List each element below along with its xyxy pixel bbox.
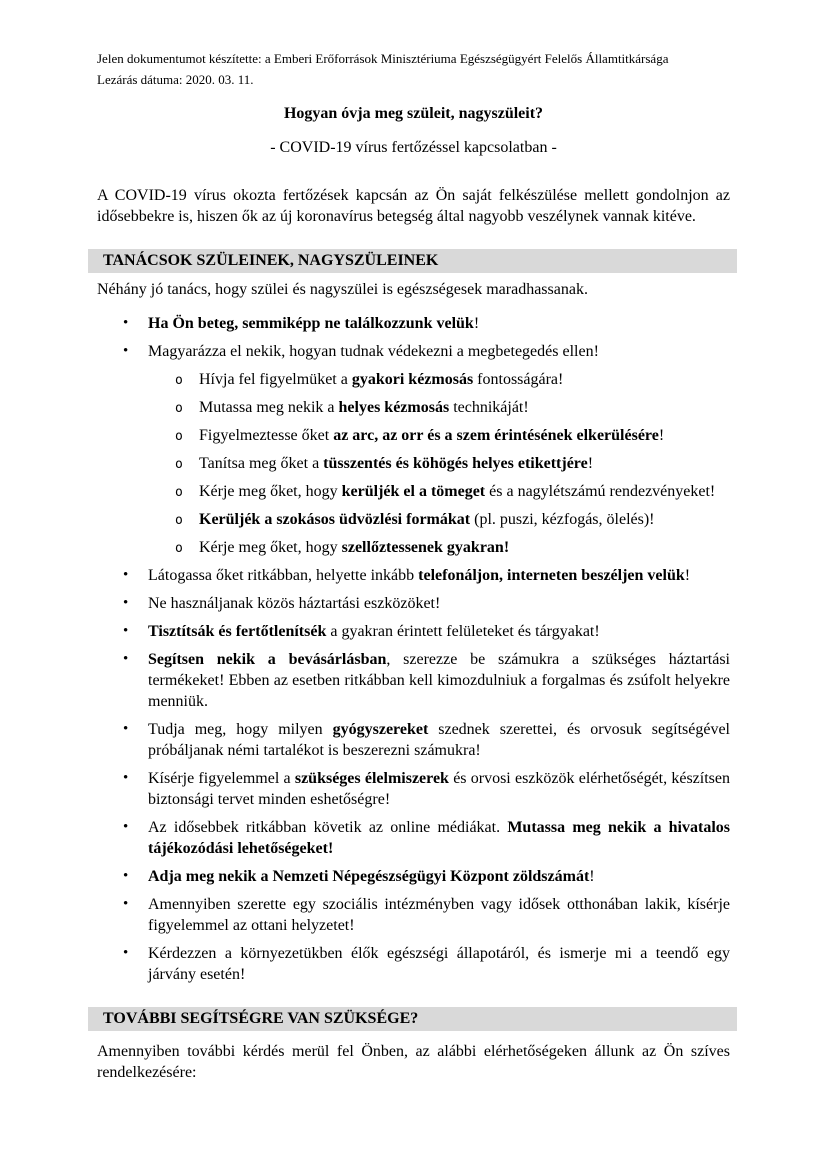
list-item-text: Kérje meg őket, hogy kerüljék el a tömeget és a nagylétszámú rendezvényeket! bbox=[199, 483, 716, 500]
list-item-text: Látogassa őket ritkábban, helyette inkább telefonáljon, interneten beszéljen velük! bbox=[148, 567, 691, 584]
circle-bullet-icon: o bbox=[175, 513, 183, 528]
advice-lead-paragraph: Néhány jó tanács, hogy szülei és nagyszülei is egészségesek maradhassanak. bbox=[97, 281, 588, 298]
section-heading-advice-label: TANÁCSOK SZÜLEINEK, NAGYSZÜLEINEK bbox=[103, 252, 439, 269]
list-item bbox=[97, 481, 730, 502]
list-item-text: Amennyiben szerette egy szociális intézményben vagy idősek otthonában lakik, kísérje figyelemmel az ottani helyzetet! bbox=[148, 896, 730, 934]
list-item bbox=[97, 537, 730, 558]
list-item bbox=[97, 649, 730, 712]
closing-paragraph: Amennyiben további kérdés merül fel Önben, az alábbi elérhetőségeken állunk az Ön szíves rendelkezésére: bbox=[97, 1043, 730, 1081]
list-item bbox=[97, 866, 730, 887]
disc-bullet-icon: • bbox=[123, 770, 129, 786]
list-item-text: Magyarázza el nekik, hogyan tudnak védekezni a megbetegedés ellen! bbox=[148, 343, 599, 360]
list-item bbox=[97, 313, 730, 334]
list-item bbox=[97, 943, 730, 985]
list-item-text: Kísérje figyelemmel a szükséges élelmiszerek és orvosi eszközök elérhetőségét, készítsen biztonsági tervet minden eshetőségre! bbox=[148, 770, 731, 808]
disc-bullet-icon: • bbox=[123, 623, 129, 639]
doc-closing-date: Lezárás dátuma: 2020. 03. 11. bbox=[97, 72, 254, 87]
list-item bbox=[97, 768, 730, 810]
disc-bullet-icon: • bbox=[123, 567, 129, 583]
section-heading-help bbox=[88, 1007, 737, 1031]
section-heading-advice bbox=[88, 249, 737, 273]
list-item bbox=[97, 894, 730, 936]
list-item-text: Ha Ön beteg, semmiképp ne találkozzunk velük! bbox=[148, 315, 480, 332]
list-item-text: Adja meg nekik a Nemzeti Népegészségügyi Központ zöldszámát! bbox=[148, 868, 595, 885]
list-item bbox=[97, 621, 730, 642]
list-item-text: Tisztítsák és fertőtlenítsék a gyakran érintett felületeket és tárgyakat! bbox=[148, 623, 600, 640]
disc-bullet-icon: • bbox=[123, 343, 129, 359]
intro-paragraph: A COVID-19 vírus okozta fertőzések kapcsán az Ön saját felkészülése mellett gondolnjon az idősebbekre is, hiszen ők az új koronavírus betegség által nagyobb veszélynek vannak kitéve. bbox=[97, 187, 730, 225]
list-item-text: Kérdezzen a környezetükben élők egészségi állapotáról, és ismerje mi a teendő egy járvány esetén! bbox=[148, 945, 730, 983]
list-item bbox=[97, 397, 730, 418]
page-subtitle: - COVID-19 vírus fertőzéssel kapcsolatban - bbox=[270, 139, 557, 156]
disc-bullet-icon: • bbox=[123, 721, 129, 737]
list-item bbox=[97, 509, 730, 530]
list-item-text: Ne használjanak közös háztartási eszközöket! bbox=[148, 595, 441, 612]
circle-bullet-icon: o bbox=[175, 401, 183, 416]
page-title: Hogyan óvja meg szüleit, nagyszüleit? bbox=[283, 105, 544, 122]
list-item-text: Figyelmeztesse őket az arc, az orr és a szem érintésének elkerülésére! bbox=[199, 427, 665, 444]
list-item-text: Hívja fel figyelmüket a gyakori kézmosás fontosságára! bbox=[199, 371, 564, 388]
circle-bullet-icon: o bbox=[175, 373, 183, 388]
circle-bullet-icon: o bbox=[175, 457, 183, 472]
list-item-text: Kerüljék a szokásos üdvözlési formákat (pl. puszi, kézfogás, ölelés)! bbox=[199, 511, 655, 528]
list-item bbox=[97, 565, 730, 586]
list-item bbox=[97, 593, 730, 614]
circle-bullet-icon: o bbox=[175, 429, 183, 444]
list-item bbox=[97, 341, 730, 362]
doc-credit-line: Jelen dokumentumot készítette: a Emberi Erőforrások Minisztériuma Egészségügyért Felelős Államtitkársága bbox=[97, 51, 669, 66]
disc-bullet-icon: • bbox=[123, 868, 129, 884]
list-item-text: Tudja meg, hogy milyen gyógyszereket szednek szerettei, és orvosuk segítségével próbáljanak némi tartalékot is beszerezni számukra! bbox=[148, 721, 731, 759]
disc-bullet-icon: • bbox=[123, 945, 129, 961]
circle-bullet-icon: o bbox=[175, 541, 183, 556]
list-item bbox=[97, 719, 730, 761]
list-item bbox=[97, 369, 730, 390]
list-item-text: Az idősebbek ritkábban követik az online médiákat. Mutassa meg nekik a hivatalos tájékozódási lehetőségeket! bbox=[148, 819, 731, 857]
disc-bullet-icon: • bbox=[123, 896, 129, 912]
list-item-text: Mutassa meg nekik a helyes kézmosás technikáját! bbox=[199, 399, 529, 416]
list-item-text: Tanítsa meg őket a tüsszentés és köhögés helyes etikettjére! bbox=[199, 455, 594, 472]
list-item bbox=[97, 453, 730, 474]
list-item bbox=[97, 425, 730, 446]
document-header bbox=[97, 48, 730, 90]
list-item-text: Segítsen nekik a bevásárlásban, szerezze be számukra a szükséges háztartási termékeket! Ebben az esetben ritkábban kell kimozdulniuk a forgalmas és zsúfolt helyekre menniük. bbox=[148, 651, 730, 710]
circle-bullet-icon: o bbox=[175, 485, 183, 500]
disc-bullet-icon: • bbox=[123, 595, 129, 611]
advice-list bbox=[97, 313, 730, 985]
list-item-text: Kérje meg őket, hogy szellőztessenek gyakran! bbox=[199, 539, 510, 556]
section-heading-help-label: TOVÁBBI SEGÍTSÉGRE VAN SZÜKSÉGE? bbox=[103, 1010, 419, 1027]
list-item bbox=[97, 817, 730, 859]
disc-bullet-icon: • bbox=[123, 819, 129, 835]
disc-bullet-icon: • bbox=[123, 651, 129, 667]
disc-bullet-icon: • bbox=[123, 315, 129, 331]
